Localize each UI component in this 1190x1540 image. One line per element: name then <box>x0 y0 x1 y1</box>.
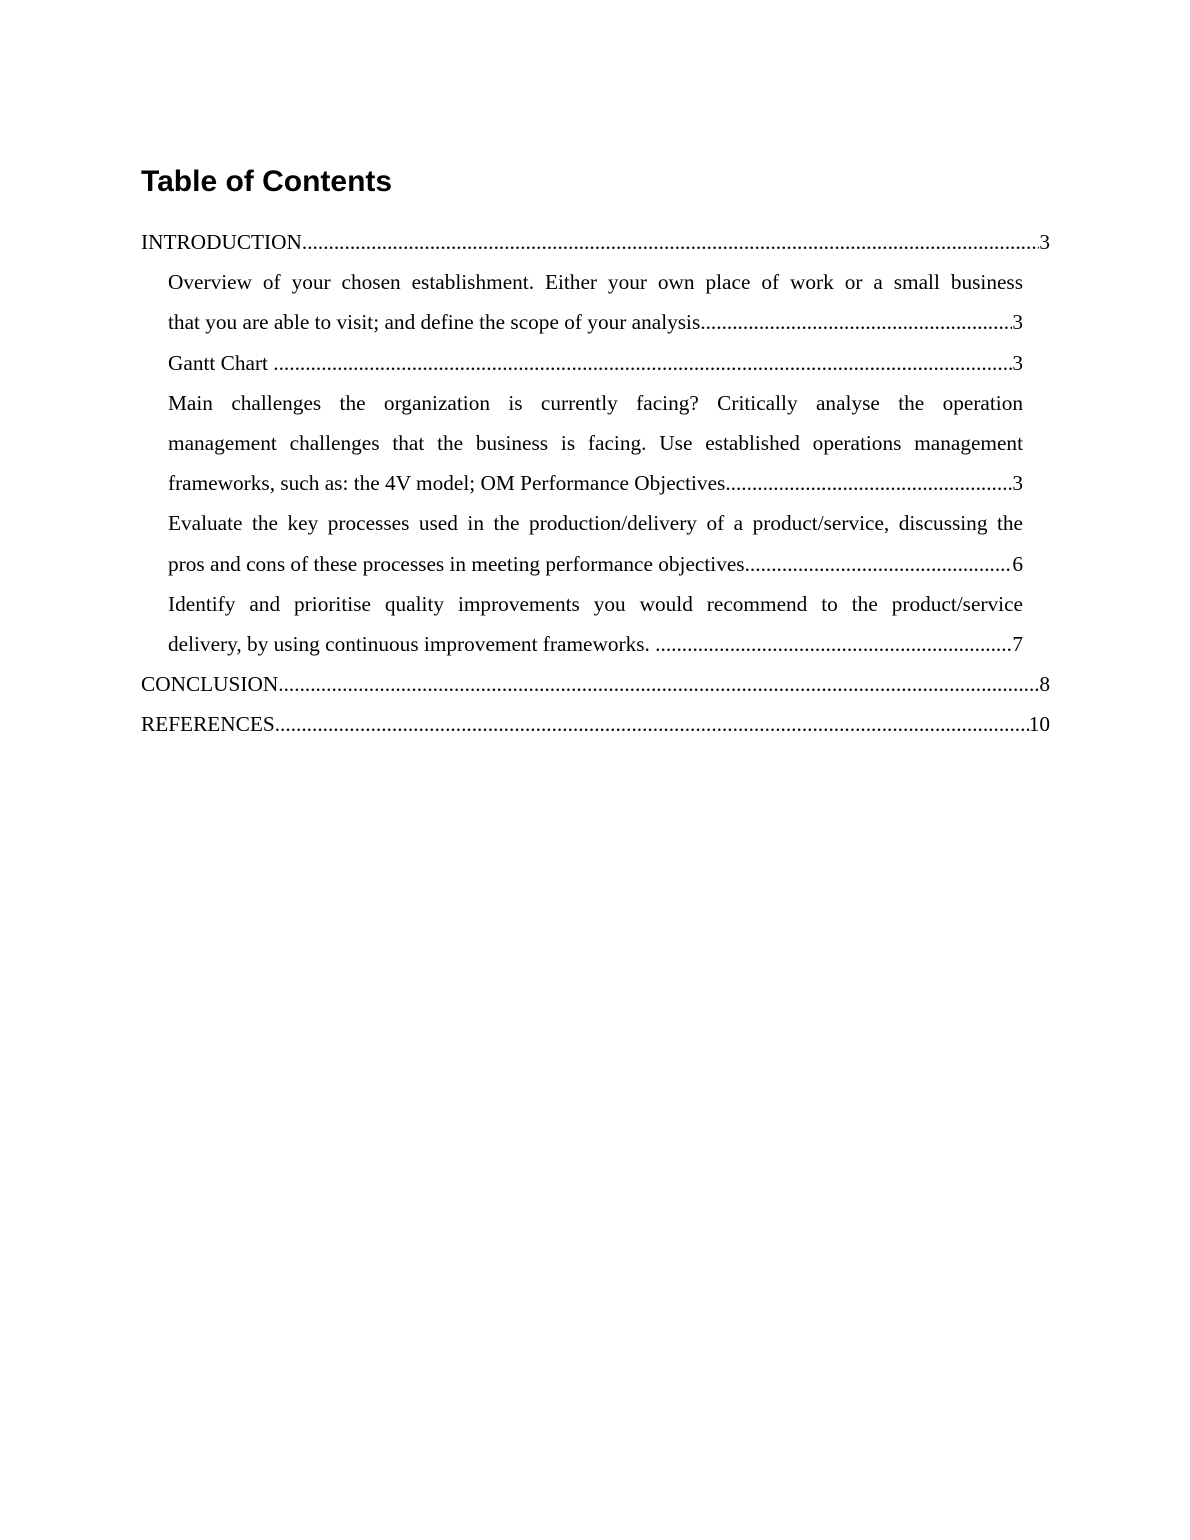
toc-heading: Table of Contents <box>141 165 393 198</box>
toc-entry-text: Identify and prioritise quality improvements you would recommend to the product/service <box>168 591 1023 616</box>
toc-page-number: 3 <box>1012 310 1023 335</box>
toc-entry-line <box>168 624 1023 664</box>
toc-entry-references[interactable] <box>141 704 1050 744</box>
dot-leader <box>700 302 1012 342</box>
dot-leader <box>275 704 1029 744</box>
toc-entry-line <box>168 302 1023 342</box>
toc-page-number: 8 <box>1039 672 1050 697</box>
dot-leader <box>725 463 1012 503</box>
toc-entry-title: REFERENCES <box>141 712 275 737</box>
dot-leader <box>655 624 1012 664</box>
toc-entry-conclusion[interactable] <box>141 664 1050 704</box>
toc-entry-text: management challenges that the business is facing. Use established operations management <box>168 431 1023 456</box>
dot-leader <box>745 544 1013 584</box>
toc-page-number: 6 <box>1012 551 1023 576</box>
toc-entry-line <box>168 463 1023 503</box>
toc-entry-title: INTRODUCTION <box>141 230 302 254</box>
toc-page-number: 3 <box>1039 230 1050 254</box>
toc-page-number: 7 <box>1012 632 1023 657</box>
toc-page-number: 3 <box>1012 350 1023 375</box>
toc-entry-line <box>168 544 1023 584</box>
dot-leader <box>273 343 1012 383</box>
toc-entry-key-processes[interactable] <box>168 503 1023 583</box>
toc-entry-text: Main challenges the organization is currently facing? Critically analyse the operation <box>168 390 1023 415</box>
toc-entry-introduction[interactable] <box>141 222 1050 262</box>
toc-entry-title: frameworks, such as: the 4V model; OM Performance Objectives <box>168 471 726 496</box>
toc-entry-title: delivery, by using continuous improvement frameworks. <box>168 632 656 657</box>
toc-entry-title: that you are able to visit; and define the scope of your analysis <box>168 310 701 335</box>
toc-page-number: 3 <box>1012 471 1023 496</box>
toc-entry-line <box>141 704 1050 744</box>
toc-entry-overview[interactable] <box>168 262 1023 342</box>
table-of-contents <box>141 222 1050 745</box>
dot-leader <box>278 664 1039 704</box>
dot-leader <box>302 222 1039 262</box>
toc-entry-gantt-chart[interactable] <box>168 343 1023 383</box>
toc-entry-title: CONCLUSION <box>141 672 279 697</box>
toc-entry-line <box>141 664 1050 704</box>
toc-entry-text: Overview of your chosen establishment. Either your own place of work or a small business <box>168 270 1023 295</box>
toc-entry-line <box>168 343 1023 383</box>
toc-entry-main-challenges[interactable] <box>168 383 1023 504</box>
toc-entry-quality-improvements[interactable] <box>168 584 1023 664</box>
toc-entry-text: Evaluate the key processes used in the production/delivery of a product/service, discussing the <box>168 511 1023 536</box>
toc-page-number: 10 <box>1028 712 1050 737</box>
toc-entry-title: Gantt Chart <box>168 350 274 375</box>
toc-entry-title: pros and cons of these processes in meeting performance objectives <box>168 551 745 576</box>
toc-entry-line <box>141 222 1050 262</box>
